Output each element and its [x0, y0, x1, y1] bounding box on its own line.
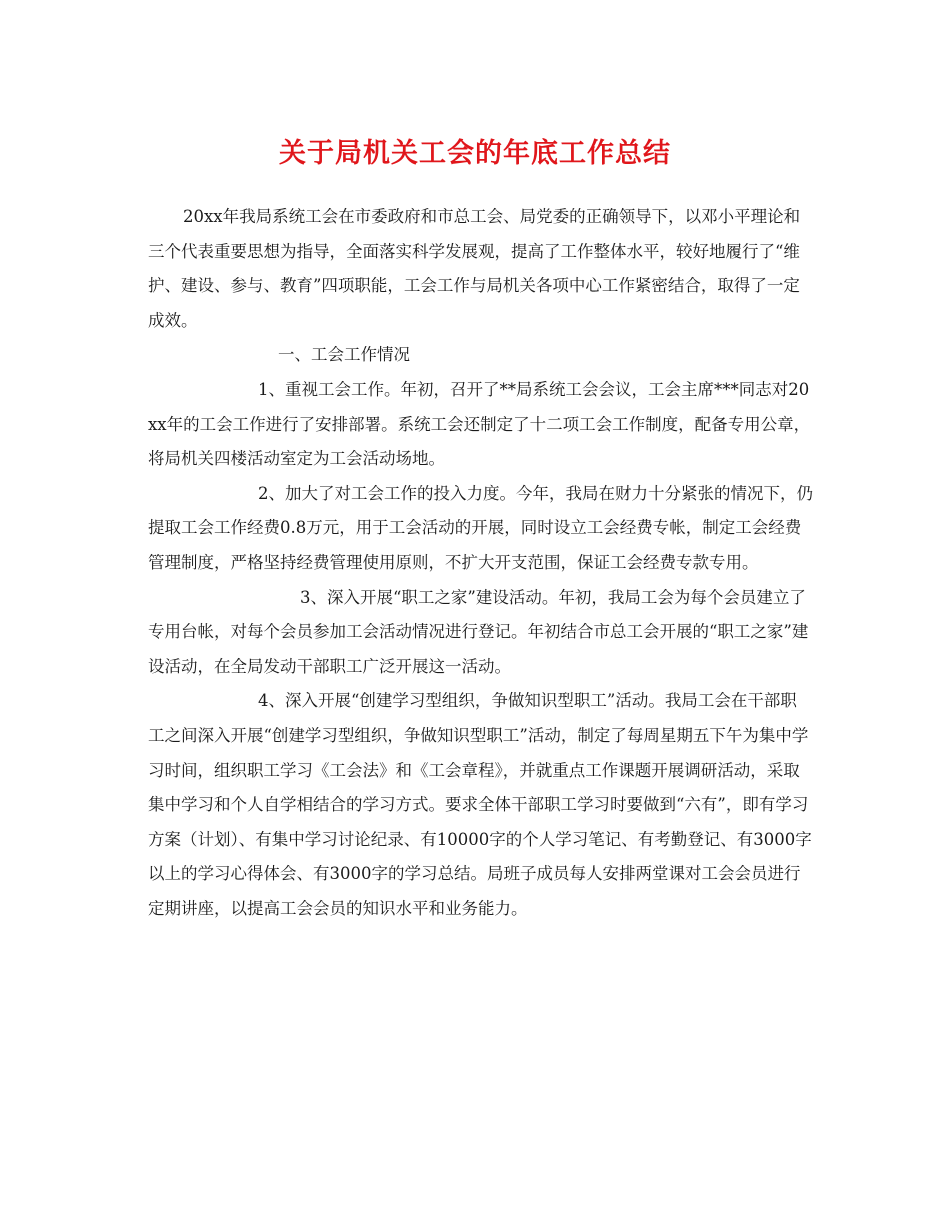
document-body [148, 200, 813, 926]
section-heading: 一、工会工作情况 [278, 345, 410, 365]
item-paragraph-2: 2、加大了对工会工作的投入力度。今年，我局在财力十分紧张的情况下，仍提取工会工作经费0.8万元，用于工会活动的开展，同时设立工会经费专帐，制定工会经费管理制度，严格坚持经费管理使用原则，不扩大开支范围，保证工会经费专款专用。 [148, 483, 813, 572]
item-paragraph-3: 3、深入开展“职工之家”建设活动。年初，我局工会为每个会员建立了专用台帐，对每个会员参加工会活动情况进行登记。年初结合市总工会开展的“职工之家”建设活动，在全局发动干部职工广泛开展这一活动。 [148, 587, 809, 676]
intro-paragraph: 20xx年我局系统工会在市委政府和市总工会、局党委的正确领导下，以邓小平理论和三个代表重要思想为指导，全面落实科学发展观，提高了工作整体水平，较好地履行了“维护、建设、参与、教育”四项职能，工会工作与局机关各项中心工作紧密结合，取得了一定成效。 [148, 207, 801, 330]
item-paragraph-1: 1、重视工会工作。年初，召开了**局系统工会会议，工会主席***同志对20xx年的工会工作进行了安排部署。系统工会还制定了十二项工会工作制度，配备专用公章，将局机关四楼活动室定为工会活动场地。 [148, 379, 811, 469]
document-title: 关于局机关工会的年底工作总结 [279, 138, 671, 169]
item-paragraph-4: 4、深入开展“创建学习型组织，争做知识型职工”活动。我局工会在干部职工之间深入开展“创建学习型组织，争做知识型职工”活动，制定了每周星期五下午为集中学习时间，组织职工学习《工会法》和《工会章程》，并就重点工作课题开展调研活动，采取集中学习和个人自学相结合的学习方式。要求全体干部职工学习时要做到“六有”，即有学习方案（计划）、有集中学习讨论纪录、有10000字的个人学习笔记、有考勤登记、有3000字以上的学习心得体会、有3000字的学习总结。局班子成员每人安排两堂课对工会会员进行定期讲座，以提高工会会员的知识水平和业务能力。 [148, 691, 812, 918]
